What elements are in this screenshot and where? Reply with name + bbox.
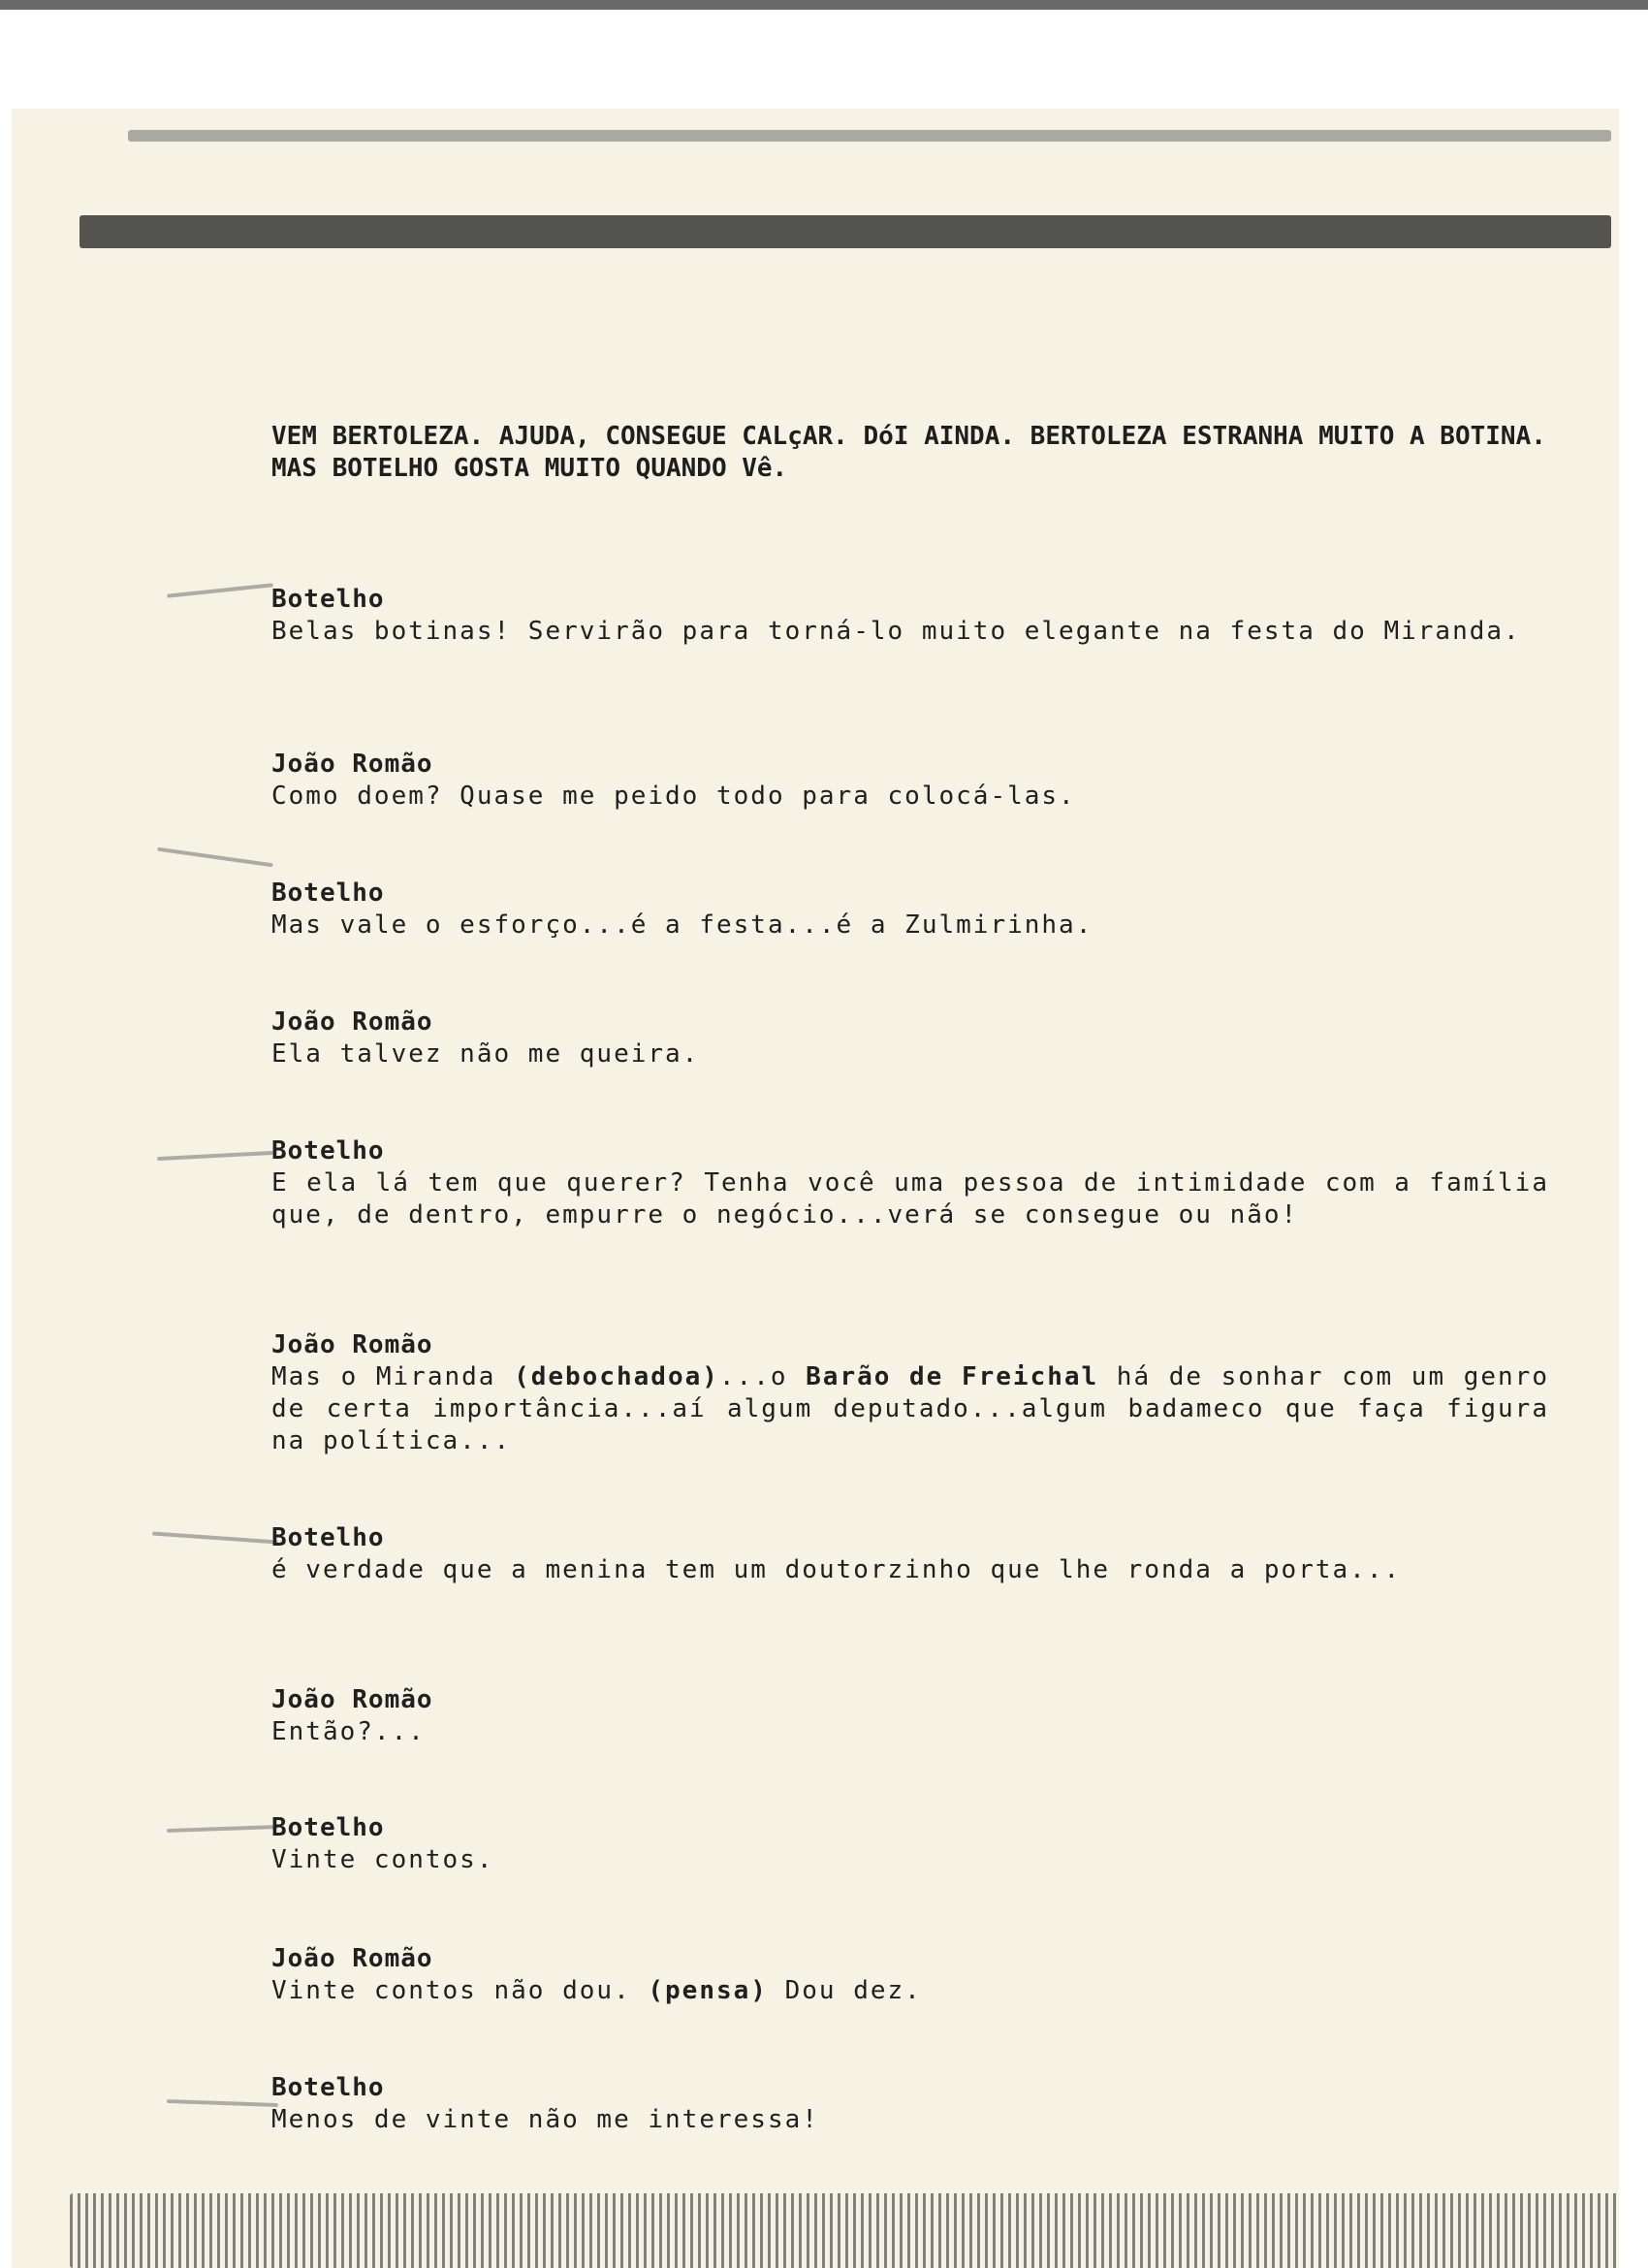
speaker-name: Botelho: [271, 585, 385, 614]
speaker-name: João Romão: [271, 1685, 433, 1714]
pencil-mark: [167, 1825, 278, 1833]
dialogue-block: [271, 1522, 1549, 1586]
speaker-name: Botelho: [271, 1813, 385, 1842]
dialogue-line: Vinte contos.: [271, 1845, 494, 1874]
dialogue-block: [271, 1135, 1549, 1231]
pencil-mark: [167, 2099, 278, 2107]
dialogue-block: [271, 2072, 1549, 2136]
dialogue-block: [271, 1006, 1549, 1070]
dialogue-line: Ela talvez não me queira.: [271, 1039, 700, 1069]
dialogue-block: [271, 1684, 1549, 1748]
speaker-name: Botelho: [271, 878, 385, 908]
dialogue-block: [271, 749, 1549, 813]
speaker-name: João Romão: [271, 1330, 433, 1359]
character-title: Barão de Freichal: [806, 1362, 1099, 1391]
dialogue-line: Mas o Miranda (debochadoa)...o Barão de Freichal há de sonhar com um genro de certa importância...aí algum deputado...algum badameco que faça figura na política...: [271, 1362, 1549, 1455]
dialogue-block: [271, 1943, 1549, 2007]
speaker-name: Botelho: [271, 1523, 385, 1552]
scan-noise-top: [128, 130, 1611, 142]
dialogue-line: Então?...: [271, 1717, 426, 1746]
speaker-name: Botelho: [271, 1136, 385, 1166]
speaker-name: João Romão: [271, 750, 433, 779]
pencil-mark: [157, 1151, 273, 1161]
stage-direction: VEM BERTOLEZA. AJUDA, CONSEGUE CALçAR. DóI AINDA. BERTOLEZA ESTRANHA MUITO A BOTINA. MAS BOTELHO GOSTA MUITO QUANDO Vê.: [271, 422, 1546, 483]
dialogue-line: Mas vale o esforço...é a festa...é a Zulmirinha.: [271, 910, 1093, 940]
dialogue-line: Como doem? Quase me peido todo para colocá-las.: [271, 782, 1076, 811]
speaker-name: João Romão: [271, 1944, 433, 1973]
scan-noise-band: [79, 215, 1611, 248]
speaker-name: Botelho: [271, 2073, 385, 2102]
dialogue-line: Menos de vinte não me interessa!: [271, 2105, 819, 2134]
pencil-mark: [152, 1531, 278, 1544]
scan-noise-bottom: [70, 2193, 1619, 2268]
speaker-name: João Romão: [271, 1007, 433, 1037]
pencil-mark: [157, 847, 272, 868]
stage-note: (pensa): [648, 1976, 768, 2005]
scanner-top-edge: [0, 0, 1648, 10]
dialogue-line: é verdade que a menina tem um doutorzinho que lhe ronda a porta...: [271, 1555, 1402, 1584]
dialogue-block: [271, 878, 1549, 942]
dialogue-line: Belas botinas! Servirão para torná-lo muito elegante na festa do Miranda.: [271, 617, 1521, 646]
dialogue-block: [271, 1812, 1549, 1876]
dialogue-block: [271, 584, 1549, 648]
stage-note: (debochadoa): [514, 1362, 719, 1391]
dialogue-block: [271, 1329, 1549, 1457]
pencil-mark: [167, 583, 273, 597]
script-page: [12, 109, 1619, 2268]
dialogue-line: E ela lá tem que querer? Tenha você uma pessoa de intimidade com a família que, de dentro, empurre o negócio...verá se consegue ou não!: [271, 1168, 1549, 1230]
dialogue-line: Vinte contos não dou. (pensa) Dou dez.: [271, 1976, 922, 2005]
